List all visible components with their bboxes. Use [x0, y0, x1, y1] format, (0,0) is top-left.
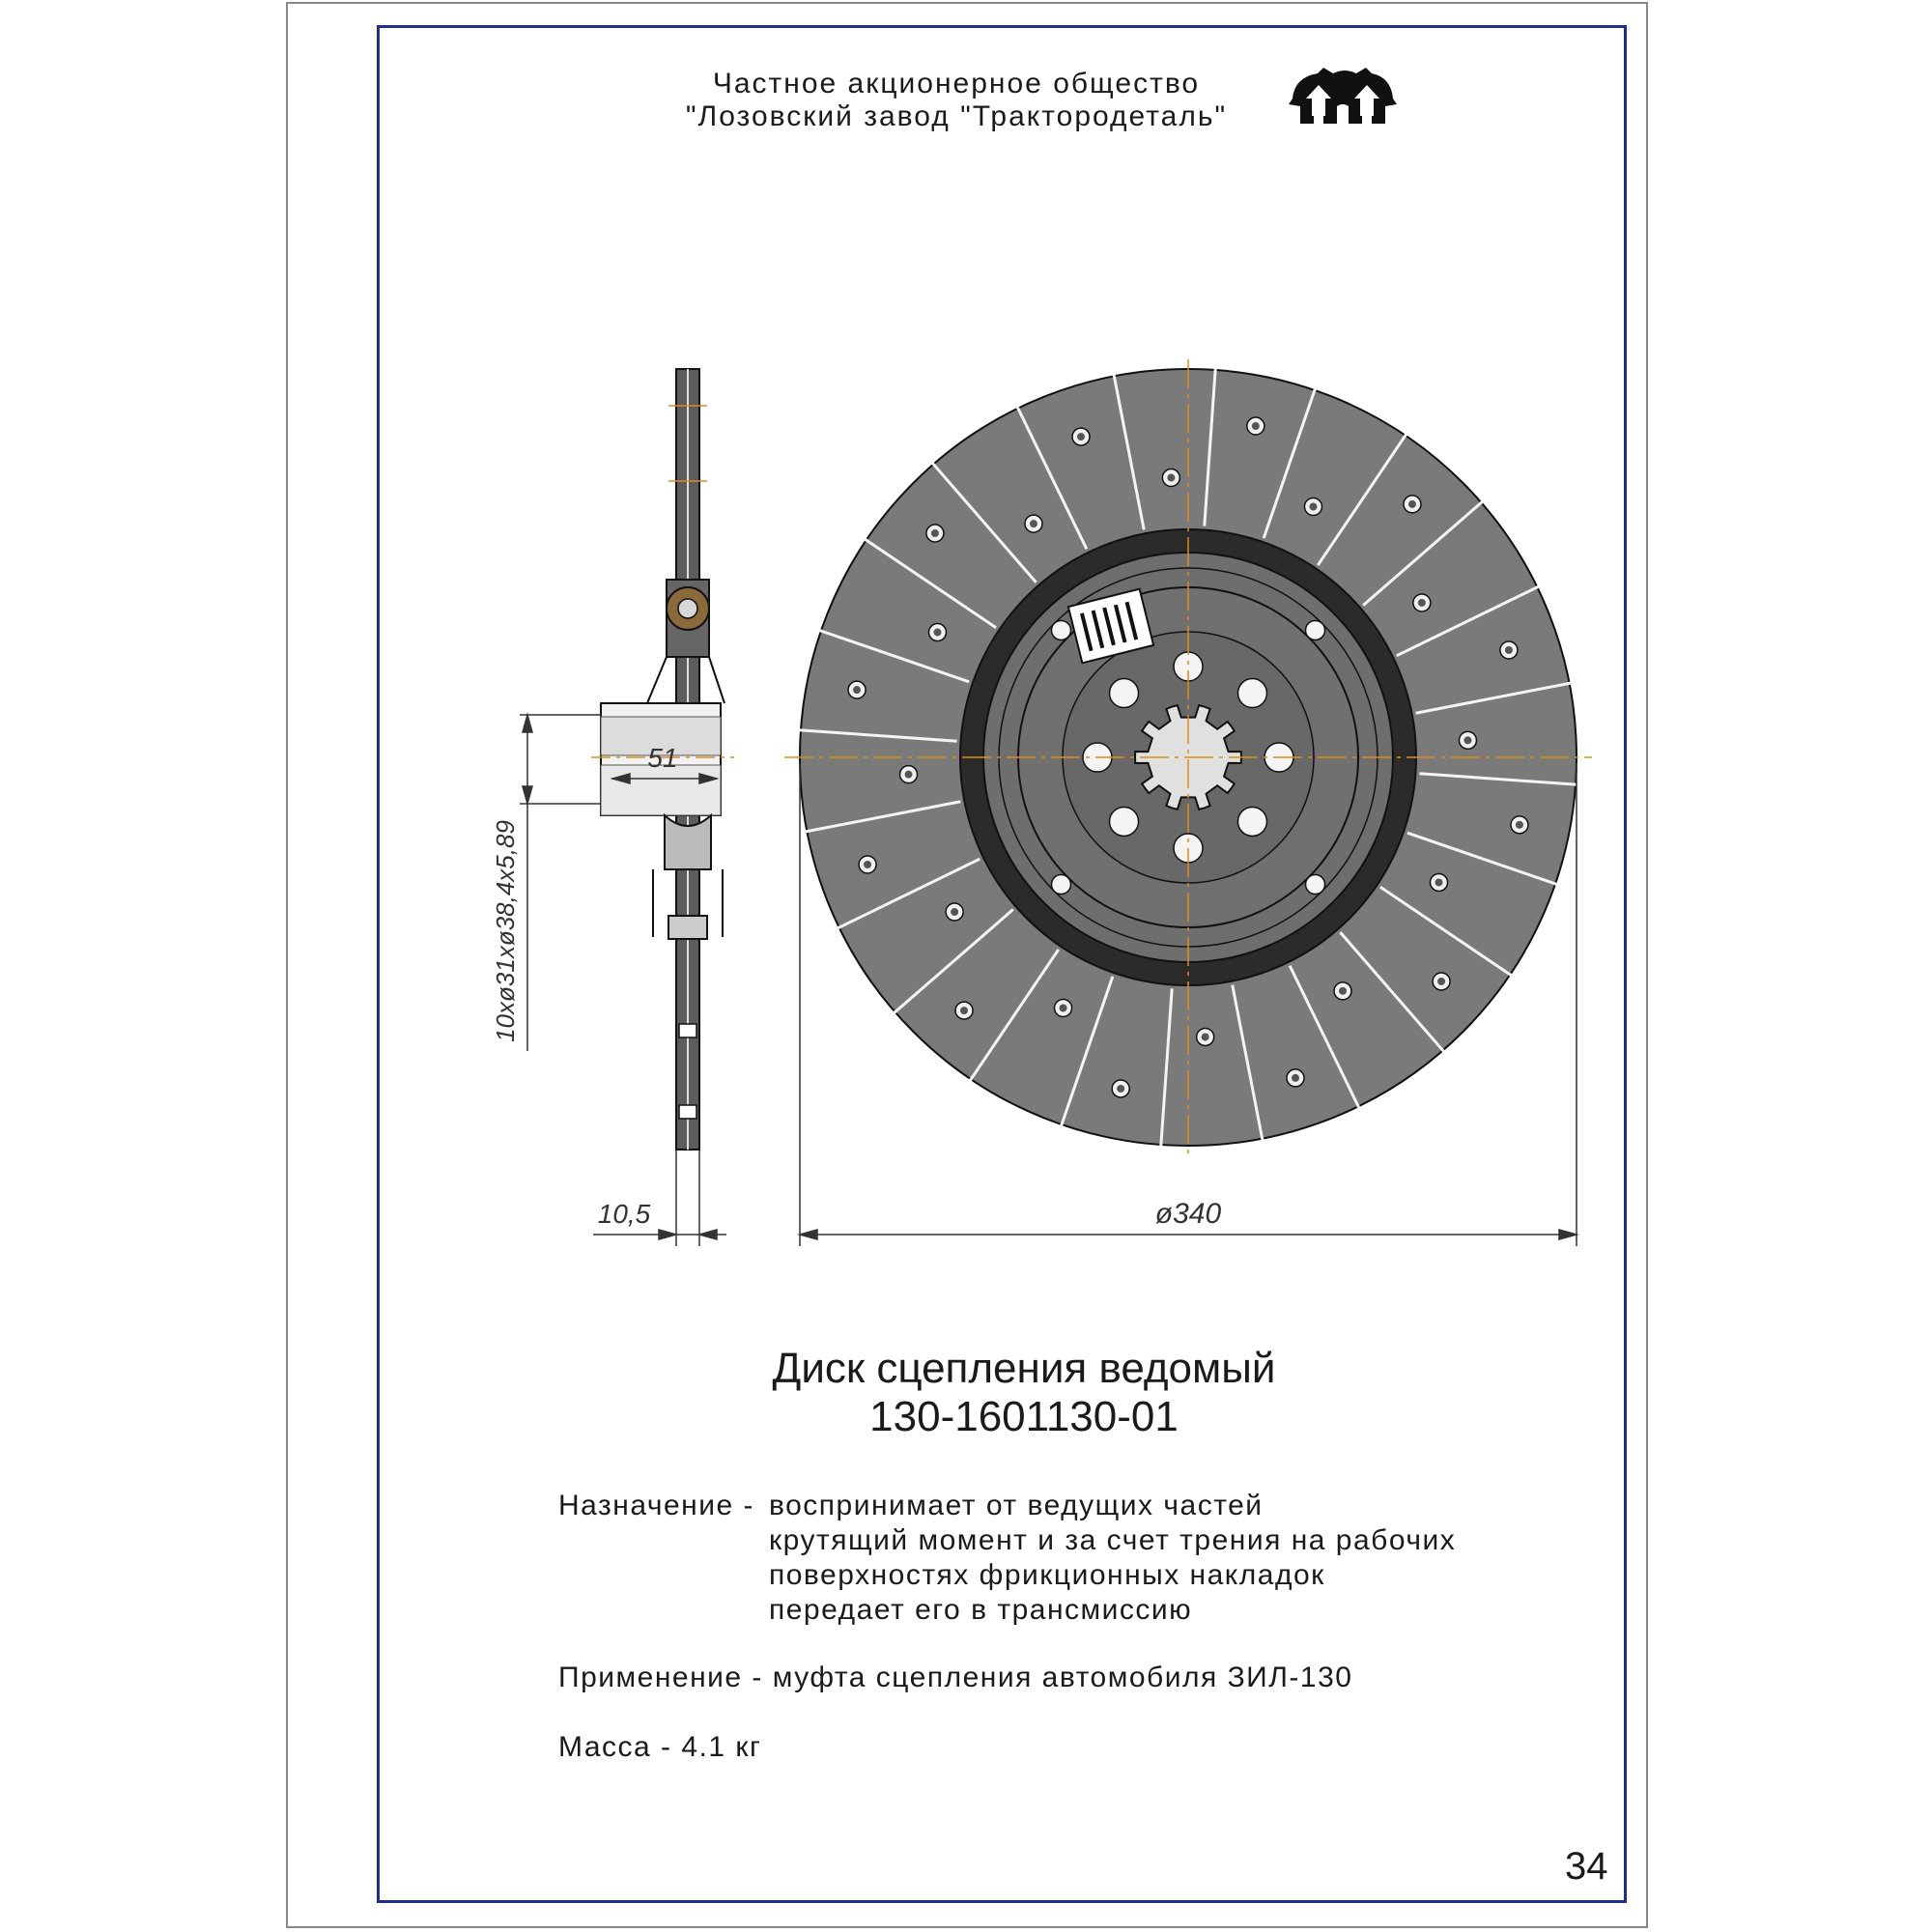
hub-hole	[1237, 679, 1266, 708]
dim-diameter: ø340	[1154, 1198, 1222, 1230]
rivet-core	[1435, 878, 1443, 886]
rivet-core	[1505, 646, 1513, 654]
plate-rivet	[1306, 620, 1325, 639]
company-name-line-1: Частное акционерное общество	[712, 68, 1201, 99]
rivet-core	[1292, 1074, 1299, 1082]
rivet-core	[960, 1007, 968, 1014]
hub-hole	[1110, 807, 1139, 836]
page-number: 34	[1565, 1845, 1608, 1888]
plate-rivet	[1051, 875, 1070, 895]
purpose-line-1: воспринимает от ведущих частей	[769, 1490, 1264, 1521]
rivet-core	[1418, 599, 1426, 607]
purpose-line-2: крутящий момент и за счет трения на рабочих	[769, 1524, 1457, 1556]
hub-hole	[1237, 807, 1266, 836]
rivet-core	[1030, 520, 1037, 527]
product-code: 130-1601130-01	[869, 1393, 1179, 1440]
rivet-core	[1516, 821, 1523, 829]
rivet-core	[905, 771, 913, 779]
rivet-core	[931, 529, 939, 537]
rivet-core	[1437, 978, 1445, 985]
purpose-label: Назначение -	[558, 1490, 755, 1521]
dim-thickness: 10,5	[597, 1199, 651, 1229]
plate-rivet	[1306, 875, 1325, 895]
product-title: Диск сцепления ведомый	[772, 1345, 1276, 1392]
rivet-core	[1339, 987, 1347, 995]
rivet-core	[1117, 1085, 1124, 1093]
rivet-core	[1167, 474, 1175, 482]
rivet-core	[1463, 736, 1471, 744]
rivet-core	[1252, 422, 1260, 430]
front-view	[784, 359, 1592, 1157]
application-text: Применение - муфта сцепления автомобиля ЗИЛ-130	[558, 1662, 1353, 1693]
rivet-core	[864, 861, 871, 868]
purpose-line-3: поверхностях фрикционных накладок	[769, 1559, 1325, 1591]
dim-spline: 10xø31xø38,4x5,89	[491, 820, 520, 1042]
dim-hub-length: 51	[647, 743, 678, 773]
company-name-line-2: "Лозовский завод "Трактородеталь"	[685, 100, 1228, 132]
mass-text: Масса - 4.1 кг	[558, 1731, 762, 1763]
rivet-core	[1077, 433, 1085, 440]
plate-rivet	[1051, 620, 1070, 639]
rivet-core	[853, 686, 861, 694]
rivet-core	[1202, 1033, 1209, 1040]
hub-hole	[1110, 679, 1139, 708]
rivet-core	[1309, 502, 1317, 510]
rivet-core	[1408, 500, 1416, 508]
rivet-core	[933, 629, 941, 637]
rivet-core	[1060, 1005, 1067, 1012]
rivet-core	[951, 908, 958, 916]
purpose-line-4: передает его в трансмиссию	[769, 1594, 1193, 1626]
